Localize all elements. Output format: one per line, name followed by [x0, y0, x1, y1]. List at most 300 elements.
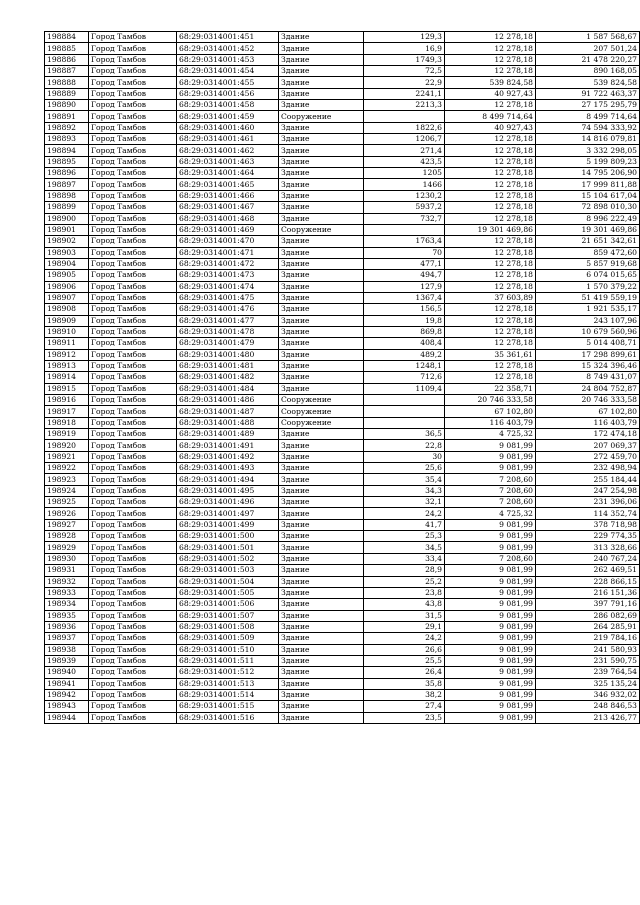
unit-value-cell: 9 081,99	[445, 712, 536, 723]
object-type-cell: Здание	[279, 281, 364, 292]
cadastral-value-cell: 91 722 463,37	[536, 88, 640, 99]
unit-value-cell: 9 081,99	[445, 655, 536, 666]
row-number-cell: 198896	[45, 168, 89, 179]
cadastral-value-cell: 3 332 298,05	[536, 145, 640, 156]
unit-value-cell: 12 278,18	[445, 281, 536, 292]
object-type-cell: Здание	[279, 576, 364, 587]
cadastral-number-cell: 68:29:0314001:476	[177, 304, 279, 315]
area-cell: 35,4	[364, 474, 445, 485]
cadastral-value-cell: 114 352,74	[536, 508, 640, 519]
table-row	[45, 111, 640, 122]
city-cell: Город Тамбов	[89, 247, 177, 258]
row-number-cell: 198905	[45, 270, 89, 281]
city-cell: Город Тамбов	[89, 372, 177, 383]
unit-value-cell: 12 278,18	[445, 304, 536, 315]
area-cell: 5937,2	[364, 202, 445, 213]
cadastral-number-cell: 68:29:0314001:502	[177, 553, 279, 564]
object-type-cell: Сооружение	[279, 111, 364, 122]
cadastral-number-cell: 68:29:0314001:510	[177, 644, 279, 655]
city-cell: Город Тамбов	[89, 122, 177, 133]
cadastral-number-cell: 68:29:0314001:451	[177, 32, 279, 43]
area-cell: 477,1	[364, 258, 445, 269]
object-type-cell: Здание	[279, 338, 364, 349]
row-number-cell: 198924	[45, 485, 89, 496]
unit-value-cell: 12 278,18	[445, 326, 536, 337]
table-row	[45, 406, 640, 417]
unit-value-cell: 7 208,60	[445, 553, 536, 564]
table-row	[45, 315, 640, 326]
table-row	[45, 179, 640, 190]
table-row	[45, 145, 640, 156]
table-row	[45, 202, 640, 213]
area-cell: 31,5	[364, 610, 445, 621]
unit-value-cell: 9 081,99	[445, 678, 536, 689]
cadastral-value-cell: 72 898 010,30	[536, 202, 640, 213]
area-cell: 489,2	[364, 349, 445, 360]
table-row	[45, 66, 640, 77]
table-row	[45, 633, 640, 644]
table-row	[45, 565, 640, 576]
table-row	[45, 270, 640, 281]
object-type-cell: Здание	[279, 304, 364, 315]
city-cell: Город Тамбов	[89, 485, 177, 496]
unit-value-cell: 12 278,18	[445, 43, 536, 54]
city-cell: Город Тамбов	[89, 43, 177, 54]
city-cell: Город Тамбов	[89, 360, 177, 371]
city-cell: Город Тамбов	[89, 497, 177, 508]
city-cell: Город Тамбов	[89, 576, 177, 587]
cadastral-value-cell: 172 474,18	[536, 429, 640, 440]
cadastral-value-cell: 286 082,69	[536, 610, 640, 621]
city-cell: Город Тамбов	[89, 66, 177, 77]
row-number-cell: 198943	[45, 701, 89, 712]
table-row	[45, 304, 640, 315]
area-cell: 34,3	[364, 485, 445, 496]
cadastral-value-cell: 17 298 899,61	[536, 349, 640, 360]
table-row	[45, 531, 640, 542]
cadastral-number-cell: 68:29:0314001:487	[177, 406, 279, 417]
city-cell: Город Тамбов	[89, 701, 177, 712]
area-cell: 24,2	[364, 508, 445, 519]
table-row	[45, 224, 640, 235]
area-cell: 1367,4	[364, 292, 445, 303]
cadastral-value-cell: 216 151,36	[536, 587, 640, 598]
area-cell: 70	[364, 247, 445, 258]
city-cell: Город Тамбов	[89, 156, 177, 167]
table-row	[45, 667, 640, 678]
object-type-cell: Здание	[279, 77, 364, 88]
cadastral-number-cell: 68:29:0314001:461	[177, 134, 279, 145]
table-row	[45, 213, 640, 224]
city-cell: Город Тамбов	[89, 417, 177, 428]
cadastral-number-cell: 68:29:0314001:468	[177, 213, 279, 224]
area-cell: 72,5	[364, 66, 445, 77]
object-type-cell: Здание	[279, 156, 364, 167]
unit-value-cell: 12 278,18	[445, 100, 536, 111]
unit-value-cell: 9 081,99	[445, 667, 536, 678]
table-row	[45, 474, 640, 485]
unit-value-cell: 12 278,18	[445, 372, 536, 383]
cadastral-number-cell: 68:29:0314001:508	[177, 621, 279, 632]
unit-value-cell: 12 278,18	[445, 66, 536, 77]
row-number-cell: 198933	[45, 587, 89, 598]
cadastral-value-cell: 10 679 560,96	[536, 326, 640, 337]
cadastral-number-cell: 68:29:0314001:466	[177, 190, 279, 201]
cadastral-number-cell: 68:29:0314001:456	[177, 88, 279, 99]
unit-value-cell: 35 361,61	[445, 349, 536, 360]
area-cell: 30	[364, 451, 445, 462]
area-cell: 129,3	[364, 32, 445, 43]
row-number-cell: 198908	[45, 304, 89, 315]
city-cell: Город Тамбов	[89, 224, 177, 235]
cadastral-value-cell: 232 498,94	[536, 463, 640, 474]
area-cell: 25,3	[364, 531, 445, 542]
unit-value-cell: 12 278,18	[445, 179, 536, 190]
unit-value-cell: 12 278,18	[445, 247, 536, 258]
city-cell: Город Тамбов	[89, 451, 177, 462]
cadastral-number-cell: 68:29:0314001:469	[177, 224, 279, 235]
row-number-cell: 198904	[45, 258, 89, 269]
object-type-cell: Сооружение	[279, 224, 364, 235]
unit-value-cell: 40 927,43	[445, 122, 536, 133]
cadastral-number-cell: 68:29:0314001:481	[177, 360, 279, 371]
area-cell: 27,4	[364, 701, 445, 712]
cadastral-number-cell: 68:29:0314001:460	[177, 122, 279, 133]
unit-value-cell: 7 208,60	[445, 485, 536, 496]
cadastral-value-cell: 243 107,96	[536, 315, 640, 326]
row-number-cell: 198911	[45, 338, 89, 349]
cadastral-value-cell: 21 478 220,27	[536, 54, 640, 65]
unit-value-cell: 9 081,99	[445, 701, 536, 712]
cadastral-number-cell: 68:29:0314001:486	[177, 395, 279, 406]
cadastral-value-cell: 24 804 752,87	[536, 383, 640, 394]
cadastral-number-cell: 68:29:0314001:494	[177, 474, 279, 485]
city-cell: Город Тамбов	[89, 587, 177, 598]
cadastral-number-cell: 68:29:0314001:477	[177, 315, 279, 326]
cadastral-value-cell: 67 102,80	[536, 406, 640, 417]
table-row	[45, 100, 640, 111]
area-cell: 25,6	[364, 463, 445, 474]
area-cell: 34,5	[364, 542, 445, 553]
row-number-cell: 198917	[45, 406, 89, 417]
area-cell: 1763,4	[364, 236, 445, 247]
city-cell: Город Тамбов	[89, 190, 177, 201]
table-row	[45, 576, 640, 587]
area-cell: 22,9	[364, 77, 445, 88]
row-number-cell: 198897	[45, 179, 89, 190]
area-cell: 2241,1	[364, 88, 445, 99]
cadastral-number-cell: 68:29:0314001:471	[177, 247, 279, 258]
cadastral-value-cell: 262 469,51	[536, 565, 640, 576]
city-cell: Город Тамбов	[89, 270, 177, 281]
cadastral-value-cell: 74 594 333,92	[536, 122, 640, 133]
area-cell: 732,7	[364, 213, 445, 224]
object-type-cell: Сооружение	[279, 406, 364, 417]
city-cell: Город Тамбов	[89, 349, 177, 360]
object-type-cell: Здание	[279, 519, 364, 530]
city-cell: Город Тамбов	[89, 463, 177, 474]
row-number-cell: 198939	[45, 655, 89, 666]
cadastral-number-cell: 68:29:0314001:513	[177, 678, 279, 689]
row-number-cell: 198913	[45, 360, 89, 371]
object-type-cell: Здание	[279, 66, 364, 77]
unit-value-cell: 9 081,99	[445, 565, 536, 576]
cadastral-number-cell: 68:29:0314001:497	[177, 508, 279, 519]
cadastral-number-cell: 68:29:0314001:464	[177, 168, 279, 179]
city-cell: Город Тамбов	[89, 644, 177, 655]
row-number-cell: 198887	[45, 66, 89, 77]
area-cell: 1205	[364, 168, 445, 179]
cadastral-value-cell: 346 932,02	[536, 689, 640, 700]
cadastral-value-cell: 264 285,91	[536, 621, 640, 632]
area-cell: 23,8	[364, 587, 445, 598]
cadastral-value-cell: 539 824,58	[536, 77, 640, 88]
cadastral-value-cell: 1 921 535,17	[536, 304, 640, 315]
cadastral-value-cell: 890 168,05	[536, 66, 640, 77]
area-cell: 25,5	[364, 655, 445, 666]
table-row	[45, 519, 640, 530]
cadastral-value-cell: 213 426,77	[536, 712, 640, 723]
city-cell: Город Тамбов	[89, 258, 177, 269]
area-cell: 26,6	[364, 644, 445, 655]
cadastral-value-cell: 859 472,60	[536, 247, 640, 258]
cadastral-value-cell: 51 419 559,19	[536, 292, 640, 303]
area-cell: 271,4	[364, 145, 445, 156]
unit-value-cell: 116 403,79	[445, 417, 536, 428]
table-row	[45, 429, 640, 440]
object-type-cell: Здание	[279, 168, 364, 179]
cadastral-number-cell: 68:29:0314001:507	[177, 610, 279, 621]
row-number-cell: 198898	[45, 190, 89, 201]
table-row	[45, 156, 640, 167]
unit-value-cell: 9 081,99	[445, 576, 536, 587]
unit-value-cell: 9 081,99	[445, 519, 536, 530]
cadastral-number-cell: 68:29:0314001:472	[177, 258, 279, 269]
cadastral-number-cell: 68:29:0314001:501	[177, 542, 279, 553]
area-cell: 41,7	[364, 519, 445, 530]
cadastral-value-cell: 5 857 919,68	[536, 258, 640, 269]
unit-value-cell: 9 081,99	[445, 451, 536, 462]
object-type-cell: Здание	[279, 644, 364, 655]
unit-value-cell: 12 278,18	[445, 145, 536, 156]
table-row	[45, 43, 640, 54]
object-type-cell: Здание	[279, 258, 364, 269]
cadastral-value-cell: 231 396,06	[536, 497, 640, 508]
unit-value-cell: 12 278,18	[445, 32, 536, 43]
unit-value-cell: 9 081,99	[445, 542, 536, 553]
unit-value-cell: 9 081,99	[445, 531, 536, 542]
unit-value-cell: 12 278,18	[445, 190, 536, 201]
table-row	[45, 417, 640, 428]
cadastral-value-cell: 272 459,70	[536, 451, 640, 462]
object-type-cell: Здание	[279, 360, 364, 371]
row-number-cell: 198926	[45, 508, 89, 519]
cadastral-number-cell: 68:29:0314001:489	[177, 429, 279, 440]
cadastral-number-cell: 68:29:0314001:467	[177, 202, 279, 213]
cadastral-number-cell: 68:29:0314001:511	[177, 655, 279, 666]
cadastral-number-cell: 68:29:0314001:495	[177, 485, 279, 496]
unit-value-cell: 12 278,18	[445, 213, 536, 224]
city-cell: Город Тамбов	[89, 508, 177, 519]
cadastral-number-cell: 68:29:0314001:459	[177, 111, 279, 122]
object-type-cell: Здание	[279, 179, 364, 190]
cadastral-value-cell: 219 784,16	[536, 633, 640, 644]
unit-value-cell: 12 278,18	[445, 270, 536, 281]
cadastral-value-cell: 248 846,53	[536, 701, 640, 712]
city-cell: Город Тамбов	[89, 633, 177, 644]
city-cell: Город Тамбов	[89, 338, 177, 349]
unit-value-cell: 539 824,58	[445, 77, 536, 88]
cadastral-number-cell: 68:29:0314001:515	[177, 701, 279, 712]
cadastral-value-cell: 255 184,44	[536, 474, 640, 485]
cadastral-value-cell: 5 199 809,23	[536, 156, 640, 167]
cadastral-number-cell: 68:29:0314001:462	[177, 145, 279, 156]
cadastral-number-cell: 68:29:0314001:455	[177, 77, 279, 88]
city-cell: Город Тамбов	[89, 315, 177, 326]
row-number-cell: 198886	[45, 54, 89, 65]
area-cell: 25,2	[364, 576, 445, 587]
area-cell: 1822,6	[364, 122, 445, 133]
cadastral-value-cell: 21 651 342,61	[536, 236, 640, 247]
cadastral-value-cell: 239 764,54	[536, 667, 640, 678]
object-type-cell: Здание	[279, 383, 364, 394]
row-number-cell: 198885	[45, 43, 89, 54]
table-row	[45, 122, 640, 133]
city-cell: Город Тамбов	[89, 621, 177, 632]
object-type-cell: Здание	[279, 349, 364, 360]
object-type-cell: Здание	[279, 599, 364, 610]
row-number-cell: 198893	[45, 134, 89, 145]
area-cell: 408,4	[364, 338, 445, 349]
area-cell: 1230,2	[364, 190, 445, 201]
city-cell: Город Тамбов	[89, 519, 177, 530]
unit-value-cell: 9 081,99	[445, 610, 536, 621]
unit-value-cell: 7 208,60	[445, 497, 536, 508]
table-row	[45, 134, 640, 145]
area-cell: 1109,4	[364, 383, 445, 394]
city-cell: Город Тамбов	[89, 168, 177, 179]
row-number-cell: 198903	[45, 247, 89, 258]
cadastral-value-cell: 8 749 431,07	[536, 372, 640, 383]
table-row	[45, 338, 640, 349]
object-type-cell: Здание	[279, 315, 364, 326]
table-body	[45, 32, 640, 724]
cadastral-value-cell: 15 104 617,04	[536, 190, 640, 201]
cadastral-value-cell: 247 254,98	[536, 485, 640, 496]
cadastral-number-cell: 68:29:0314001:516	[177, 712, 279, 723]
table-row	[45, 190, 640, 201]
object-type-cell: Здание	[279, 440, 364, 451]
cadastral-value-cell: 229 774,35	[536, 531, 640, 542]
cadastral-number-cell: 68:29:0314001:478	[177, 326, 279, 337]
city-cell: Город Тамбов	[89, 383, 177, 394]
area-cell: 127,9	[364, 281, 445, 292]
unit-value-cell: 9 081,99	[445, 644, 536, 655]
area-cell: 712,6	[364, 372, 445, 383]
row-number-cell: 198927	[45, 519, 89, 530]
object-type-cell: Здание	[279, 542, 364, 553]
object-type-cell: Здание	[279, 553, 364, 564]
city-cell: Город Тамбов	[89, 281, 177, 292]
table-row	[45, 77, 640, 88]
city-cell: Город Тамбов	[89, 599, 177, 610]
row-number-cell: 198914	[45, 372, 89, 383]
area-cell	[364, 111, 445, 122]
area-cell: 43,8	[364, 599, 445, 610]
area-cell: 35,8	[364, 678, 445, 689]
table-row	[45, 644, 640, 655]
table-row	[45, 701, 640, 712]
object-type-cell: Здание	[279, 100, 364, 111]
row-number-cell: 198930	[45, 553, 89, 564]
cadastral-value-cell: 207 069,37	[536, 440, 640, 451]
cadastral-value-cell: 27 175 295,79	[536, 100, 640, 111]
object-type-cell: Здание	[279, 122, 364, 133]
city-cell: Город Тамбов	[89, 610, 177, 621]
cadastral-number-cell: 68:29:0314001:453	[177, 54, 279, 65]
object-type-cell: Здание	[279, 621, 364, 632]
city-cell: Город Тамбов	[89, 202, 177, 213]
cadastral-number-cell: 68:29:0314001:465	[177, 179, 279, 190]
table-row	[45, 712, 640, 723]
unit-value-cell: 4 725,32	[445, 508, 536, 519]
cadastral-value-cell: 17 999 811,88	[536, 179, 640, 190]
object-type-cell: Здание	[279, 610, 364, 621]
table-row	[45, 621, 640, 632]
unit-value-cell: 37 603,89	[445, 292, 536, 303]
area-cell: 423,5	[364, 156, 445, 167]
row-number-cell: 198934	[45, 599, 89, 610]
city-cell: Город Тамбов	[89, 655, 177, 666]
cadastral-number-cell: 68:29:0314001:492	[177, 451, 279, 462]
object-type-cell: Здание	[279, 32, 364, 43]
cadastral-value-cell: 5 014 408,71	[536, 338, 640, 349]
table-row	[45, 463, 640, 474]
cadastral-number-cell: 68:29:0314001:512	[177, 667, 279, 678]
unit-value-cell: 12 278,18	[445, 54, 536, 65]
area-cell: 2213,3	[364, 100, 445, 111]
area-cell: 32,1	[364, 497, 445, 508]
object-type-cell: Здание	[279, 429, 364, 440]
cadastral-value-table	[44, 31, 640, 724]
table-row	[45, 440, 640, 451]
table-row	[45, 168, 640, 179]
object-type-cell: Здание	[279, 247, 364, 258]
cadastral-number-cell: 68:29:0314001:488	[177, 417, 279, 428]
cadastral-value-cell: 228 866,15	[536, 576, 640, 587]
table-row	[45, 383, 640, 394]
object-type-cell: Здание	[279, 463, 364, 474]
cadastral-value-cell: 20 746 333,58	[536, 395, 640, 406]
area-cell: 1749,3	[364, 54, 445, 65]
table-row	[45, 32, 640, 43]
city-cell: Город Тамбов	[89, 712, 177, 723]
cadastral-number-cell: 68:29:0314001:484	[177, 383, 279, 394]
object-type-cell: Здание	[279, 712, 364, 723]
unit-value-cell: 22 358,71	[445, 383, 536, 394]
table-row	[45, 655, 640, 666]
row-number-cell: 198890	[45, 100, 89, 111]
row-number-cell: 198884	[45, 32, 89, 43]
cadastral-value-cell: 313 328,66	[536, 542, 640, 553]
cadastral-value-cell: 1 587 568,67	[536, 32, 640, 43]
cadastral-number-cell: 68:29:0314001:503	[177, 565, 279, 576]
cadastral-number-cell: 68:29:0314001:491	[177, 440, 279, 451]
table-row	[45, 247, 640, 258]
object-type-cell: Здание	[279, 451, 364, 462]
cadastral-number-cell: 68:29:0314001:479	[177, 338, 279, 349]
object-type-cell: Здание	[279, 689, 364, 700]
